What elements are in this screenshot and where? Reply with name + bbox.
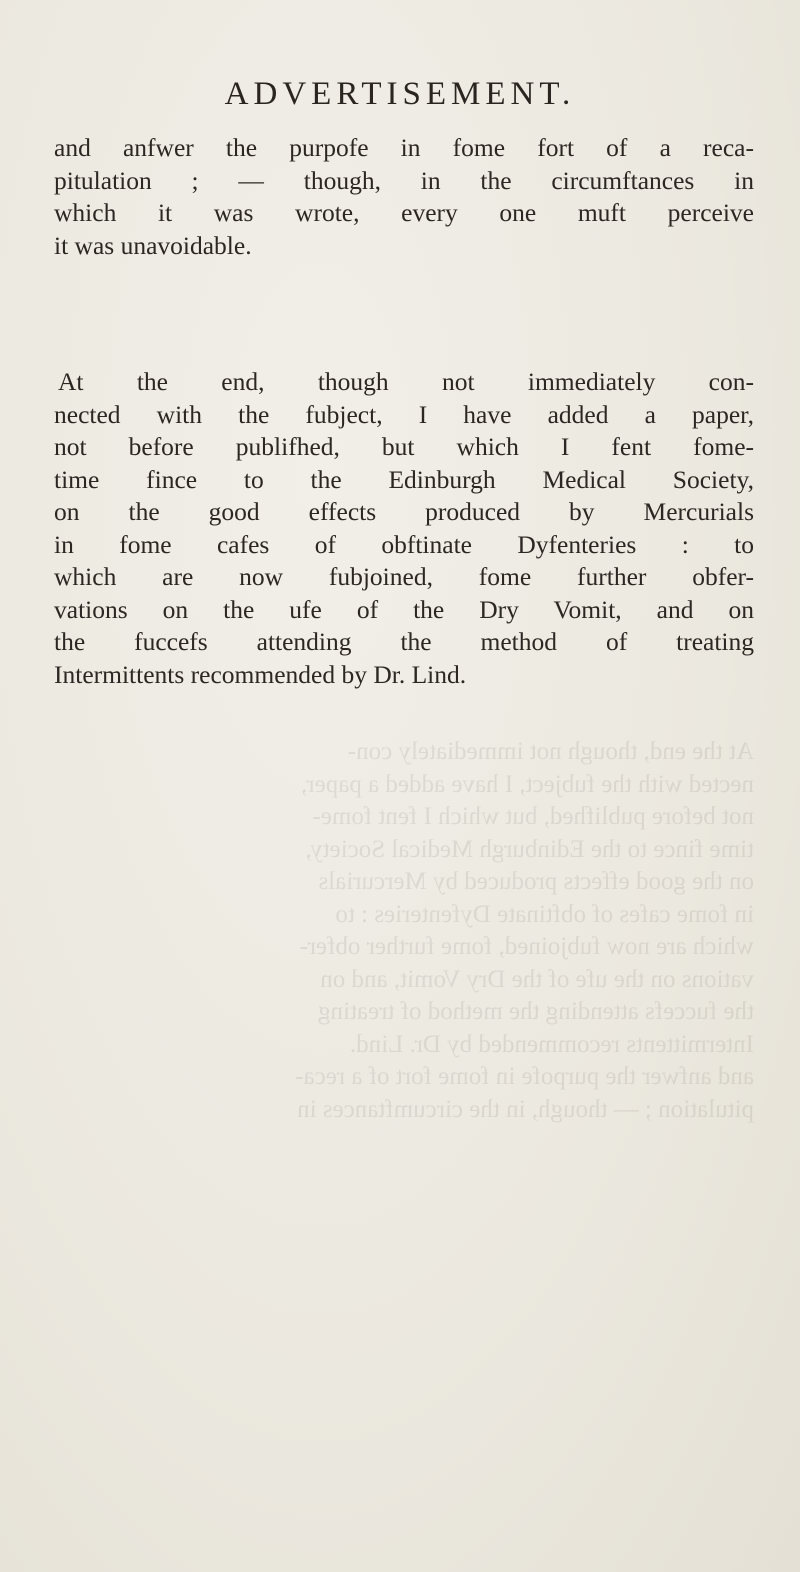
paragraph-1 xyxy=(54,132,754,262)
text-line: time fince to the Edinburgh Medical Society, xyxy=(54,464,754,494)
text-line: vations on the ufe of the Dry Vomit, and on xyxy=(54,594,754,624)
bleed-through-texture xyxy=(54,736,754,1126)
text-line: in fome cafes of obftinate Dyfenteries : to xyxy=(54,529,754,559)
text-line: At the end, though not immediately con- xyxy=(58,367,754,396)
text-line: pitulation ; — though, in the circumftances in xyxy=(54,165,754,195)
paragraph-2 xyxy=(54,366,754,691)
bleed-line: nected with the fubject, I have added a paper, xyxy=(301,770,754,798)
bleed-line: time fince to the Edinburgh Medical Society, xyxy=(305,835,754,863)
bleed-line: At the end, though not immediately con- xyxy=(347,738,754,765)
text-line: not before publifhed, but which I fent fome- xyxy=(54,432,754,461)
text-line: and anfwer the purpofe in fome fort of a reca- xyxy=(54,133,754,162)
bleed-line: the fuccefs attending the method of treating xyxy=(318,998,754,1025)
text-line: which it was wrote, every one muft perceive xyxy=(54,198,754,227)
text-line: nected with the fubject, I have added a paper, xyxy=(54,399,754,429)
bleed-line: pitulation ; — though, in the circumftances in xyxy=(297,1095,754,1123)
bleed-line: and anfwer the purpofe in fome fort of a reca- xyxy=(295,1063,754,1090)
bleed-line: on the good effects produced by Mercurials xyxy=(318,868,754,895)
bleed-line: not before publifhed, but which I fent fome- xyxy=(312,803,754,830)
bleed-line: vations on the ufe of the Dry Vomit, and on xyxy=(320,965,754,993)
text-line: on the good effects produced by Mercurials xyxy=(54,497,754,526)
page-heading: ADVERTISEMENT. xyxy=(224,76,576,112)
bleed-line: Intermittents recommended by Dr. Lind. xyxy=(349,1030,754,1058)
text-line: Intermittents recommended by Dr. Lind. xyxy=(54,659,467,689)
bleed-line: which are now fubjoined, fome further obfer- xyxy=(299,933,754,960)
bleed-line: in fome cafes of obftinate Dyfenteries : to xyxy=(335,900,754,928)
text-line: it was unavoidable. xyxy=(54,230,252,260)
text-line: which are now fubjoined, fome further obfer- xyxy=(54,562,754,591)
text-line: the fuccefs attending the method of treating xyxy=(54,627,754,656)
